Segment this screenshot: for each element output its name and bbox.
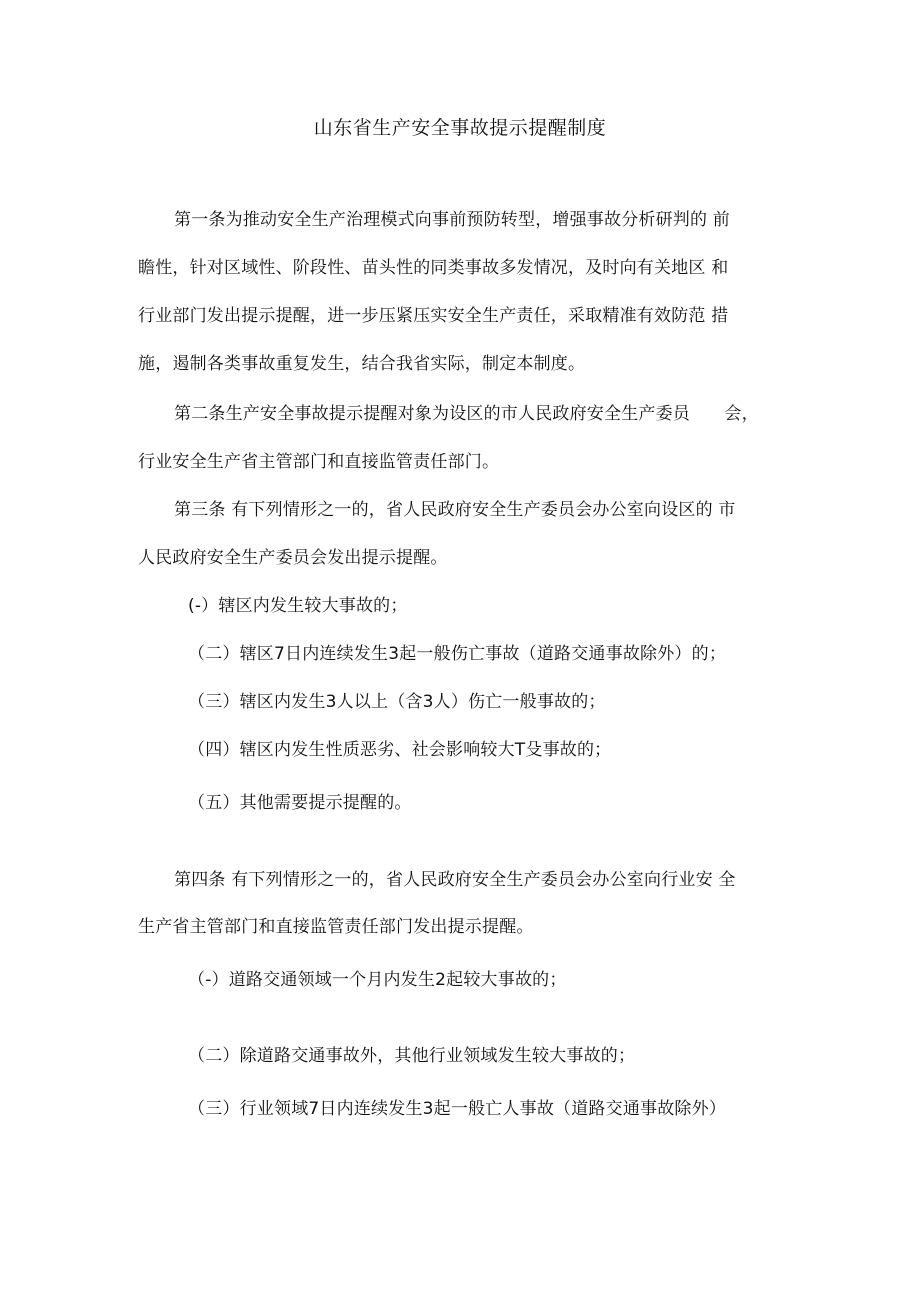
article-1-line-3: 行业部门发出提示提醒，进一步压紧压实安全生产责任，采取精准有效防范 措 — [138, 306, 729, 326]
article-3-item-5: （五）其他需要提示提醒的。 — [188, 793, 412, 813]
article-3-item-3: （三）辖区内发生3人以上（含3人）伤亡一般事故的； — [188, 692, 606, 712]
article-3-item-1: (-）辖区内发生较大事故的； — [188, 596, 408, 616]
article-3-line-2: 人民政府安全生产委员会发出提示提醒。 — [138, 548, 448, 568]
article-1-line-1: 第一条为推动安全生产治理模式向事前预防转型，增强事故分析研判的 前 — [174, 210, 731, 230]
article-1-line-2: 瞻性，针对区域性、阶段性、苗头性的同类事故多发情况，及时向有关地区 和 — [138, 258, 729, 278]
article-3-item-4: （四）辖区内发生性质恶劣、社会影响较大T殳事故的； — [188, 740, 612, 760]
article-2-line-2: 行业安全生产省主管部门和直接监管责任部门。 — [138, 452, 500, 472]
article-3-item-2: （二）辖区7日内连续发生3起一般伤亡事故（道路交通事故除外）的； — [188, 644, 727, 664]
article-1-line-4: 施，遏制各类事故重复发生，结合我省实际，制定本制度。 — [138, 354, 586, 374]
article-4-item-3: （三）行业领域7日内连续发生3起一般亡人事故（道路交通事故除外） — [188, 1099, 727, 1119]
article-4-line-2: 生产省主管部门和直接监管责任部门发出提示提醒。 — [138, 917, 534, 937]
document-title: 山东省生产安全事故提示提醒制度 — [313, 117, 607, 139]
article-4-item-2: （二）除道路交通事故外，其他行业领域发生较大事故的； — [188, 1046, 636, 1066]
article-4-item-1: （-）道路交通领域一个月内发生2起较大事故的； — [188, 970, 567, 990]
article-2-line-1: 第二条生产安全事故提示提醒对象为设区的市人民政府安全生产委员 会， — [174, 404, 759, 424]
article-3-line-1: 第三条 有下列情形之一的，省人民政府安全生产委员会办公室向设区的 市 — [174, 500, 736, 520]
article-4-line-1: 第四条 有下列情形之一的，省人民政府安全生产委员会办公室向行业安 全 — [174, 870, 736, 890]
